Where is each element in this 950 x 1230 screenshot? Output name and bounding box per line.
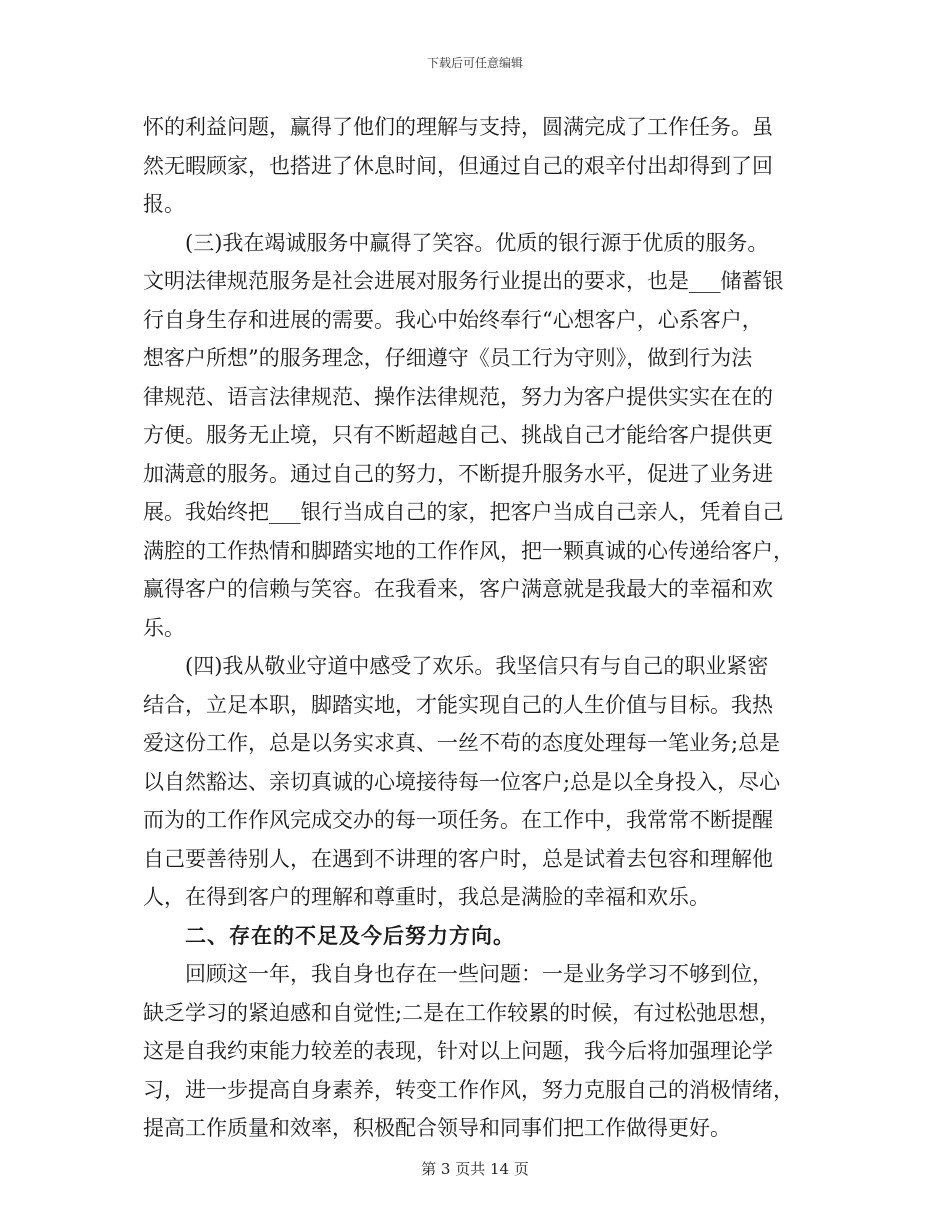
text-line: 提高工作质量和效率，积极配合领导和同事们把工作做得更好。	[143, 1116, 731, 1140]
text-line: 自己要善待别人，在遇到不讲理的客户时，总是试着去包容和理解他	[143, 846, 773, 871]
text-line: 满腔的工作热情和脚踏实地的工作作风，把一颗真诚的心传递给客户，	[143, 538, 794, 563]
text-line: 结合，立足本职，脚踏实地，才能实现自己的人生价值与目标。我热	[143, 692, 773, 717]
text-line: 怀的利益问题，赢得了他们的理解与支持，圆满完成了工作任务。虽	[143, 115, 773, 139]
text-line: 爱这份工作，总是以务实求真、一丝不苟的态度处理每一笔业务;总是	[143, 731, 781, 755]
page-number: 第 3 页共 14 页	[421, 1160, 529, 1178]
text-line: 想客户所想”的服务理念，仔细遵守《员工行为守则》，做到行为法	[143, 346, 753, 370]
text-line: (三)我在竭诚服务中赢得了笑容。优质的银行源于优质的服务。	[185, 230, 769, 255]
text-line: 乐。	[143, 615, 185, 640]
text-line: 习，进一步提高自身素养，转变工作作风，努力克服自己的消极情绪，	[143, 1077, 794, 1102]
text-line: 缺乏学习的紧迫感和自觉性;二是在工作较累的时候，有过松弛思想，	[143, 1000, 781, 1025]
text-line: 以自然豁达、亲切真诚的心境接待每一位客户;总是以全身投入，尽心	[143, 769, 781, 794]
text-line: 行自身生存和进展的需要。我心中始终奉行“心想客户，心系客户，	[143, 307, 763, 332]
text-line: 加满意的服务。通过自己的努力，不断提升服务水平，促进了业务进	[143, 461, 773, 486]
text-line: 然无暇顾家，也搭进了休息时间，但通过自己的艰辛付出却得到了回	[143, 153, 773, 178]
text-line: 文明法律规范服务是社会进展对服务行业提出的要求，也是___储蓄银	[143, 269, 784, 293]
text-line: 赢得客户的信赖与笑容。在我看来，客户满意就是我最大的幸福和欢	[143, 577, 773, 601]
text-line: 人，在得到客户的理解和尊重时，我总是满脸的幸福和欢乐。	[143, 885, 710, 909]
text-line: 这是自我约束能力较差的表现，针对以上问题，我今后将加强理论学	[143, 1039, 773, 1063]
text-line: 展。我始终把___银行当成自己的家，把客户当成自己亲人，凭着自己	[143, 500, 784, 524]
section-heading: 二、存在的不足及今后努力方向。	[185, 922, 515, 948]
text-line: 回顾这一年，我自身也存在一些问题：一是业务学习不够到位，	[185, 962, 773, 986]
document-body	[143, 108, 813, 1148]
text-line: 而为的工作作风完成交办的每一项任务。在工作中，我常常不断提醒	[143, 808, 773, 832]
text-line: 律规范、语言法律规范、操作法律规范，努力为客户提供实实在在的	[143, 384, 773, 409]
text-line: 方便。服务无止境，只有不断超越自己、挑战自己才能给客户提供更	[143, 423, 773, 447]
text-line: (四)我从敬业守道中感受了欢乐。我坚信只有与自己的职业紧密	[185, 654, 769, 678]
text-line: 报。	[143, 192, 185, 216]
page-header: 下载后可任意编辑	[426, 56, 523, 70]
